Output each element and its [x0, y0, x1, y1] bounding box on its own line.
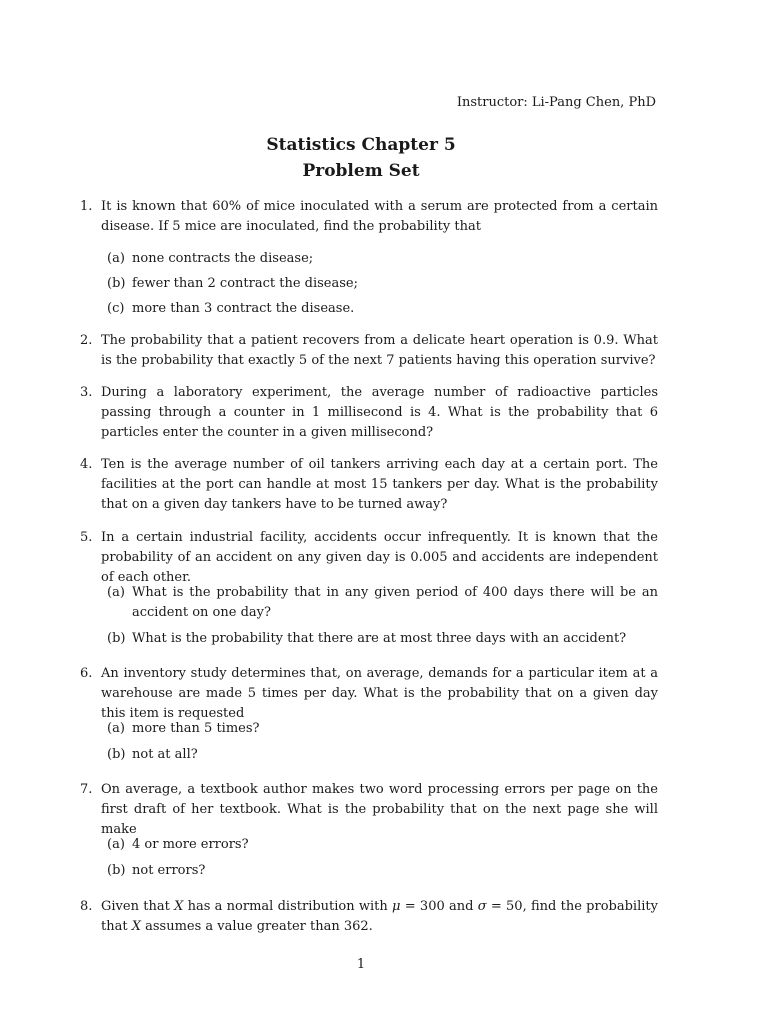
- instructor-line: Instructor: Li-Pang Chen, PhD: [456, 95, 656, 110]
- problem-text: In a certain industrial facility, accidents occur infrequently. It is known that the probability of an accident on any given day is 0.005 and accidents are independent of each other.: [101, 530, 658, 585]
- problem-8: [80, 897, 658, 937]
- text-segment: assumes a value greater than 362.: [140, 919, 373, 934]
- page-number: 1: [356, 957, 366, 972]
- part-text: not at all?: [132, 747, 198, 762]
- problem-text: An inventory study determines that, on average, demands for a particular item at a warehouse are made 5 times per day. What is the probability that on a given day this item is requested: [101, 666, 658, 721]
- part-text: What is the probability that there are at most three days with an accident?: [132, 631, 627, 646]
- problem-7-part-a: [107, 835, 658, 855]
- problem-1-part-c: [107, 299, 658, 319]
- text-segment: has a normal distribution with: [183, 899, 393, 914]
- problem-4: [80, 455, 658, 515]
- part-label: (b): [107, 631, 126, 646]
- math-variable-x: X: [174, 899, 184, 914]
- problem-5-part-b: [107, 629, 658, 649]
- problem-3: [80, 383, 658, 443]
- part-label: (a): [107, 721, 125, 736]
- problem-2: [80, 331, 658, 371]
- problem-text: [101, 897, 658, 937]
- problem-number: 2.: [80, 333, 93, 348]
- part-text: What is the probability that in any given period of 400 days there will be an accident on one day?: [132, 585, 658, 620]
- problem-number: 1.: [80, 199, 93, 214]
- problem-text: The probability that a patient recovers from a delicate heart operation is 0.9. What is the probability that exactly 5 of the next 7 patients having this operation survive?: [101, 333, 658, 368]
- text-segment: Given that: [101, 899, 175, 914]
- problem-6-part-a: [107, 719, 658, 739]
- problem-text: On average, a textbook author makes two word processing errors per page on the first draft of her textbook. What is the probability that on the next page she will make: [101, 782, 658, 837]
- problem-text: Ten is the average number of oil tankers arriving each day at a certain port. The facilities at the port can handle at most 15 tankers per day. What is the probability that on a given day tankers have to be turned away?: [101, 457, 658, 512]
- problem-1: [80, 197, 658, 237]
- problem-1-part-a: [107, 249, 658, 269]
- problem-6: [80, 664, 658, 724]
- title-line-1: Statistics Chapter 5: [266, 135, 456, 155]
- problem-number: 8.: [80, 899, 93, 914]
- problem-7-part-b: [107, 861, 658, 881]
- part-text: 4 or more errors?: [132, 837, 249, 852]
- part-label: (c): [107, 301, 125, 316]
- problem-number: 4.: [80, 457, 93, 472]
- text-segment: = 300 and: [400, 899, 478, 914]
- math-variable-x: X: [131, 919, 141, 934]
- part-text: none contracts the disease;: [132, 251, 314, 266]
- text-segment: = 50, find the probability that: [101, 899, 658, 934]
- problem-1-part-b: [107, 274, 658, 294]
- problem-text: It is known that 60% of mice inoculated with a serum are protected from a certain disease. If 5 mice are inoculated, find the probability that: [101, 199, 658, 234]
- problem-text: During a laboratory experiment, the average number of radioactive particles passing through a counter in 1 millisecond is 4. What is the probability that 6 particles enter the counter in a given millisecond?: [101, 385, 658, 440]
- part-text: not errors?: [132, 863, 206, 878]
- title-line-2: Problem Set: [302, 161, 420, 181]
- part-label: (b): [107, 747, 126, 762]
- math-symbol-sigma: σ: [477, 899, 487, 914]
- part-label: (a): [107, 251, 125, 266]
- problem-6-part-b: [107, 745, 658, 765]
- math-symbol-mu: μ: [392, 899, 401, 914]
- problem-number: 5.: [80, 530, 93, 545]
- problem-number: 7.: [80, 782, 93, 797]
- part-label: (b): [107, 276, 126, 291]
- problem-5: [80, 528, 658, 588]
- part-label: (a): [107, 837, 125, 852]
- problem-number: 3.: [80, 385, 93, 400]
- problem-7: [80, 780, 658, 840]
- part-text: more than 3 contract the disease.: [132, 301, 355, 316]
- part-text: more than 5 times?: [132, 721, 260, 736]
- part-label: (b): [107, 863, 126, 878]
- problem-5-part-a: [107, 583, 658, 623]
- problem-number: 6.: [80, 666, 93, 681]
- part-text: fewer than 2 contract the disease;: [132, 276, 358, 291]
- part-label: (a): [107, 585, 125, 600]
